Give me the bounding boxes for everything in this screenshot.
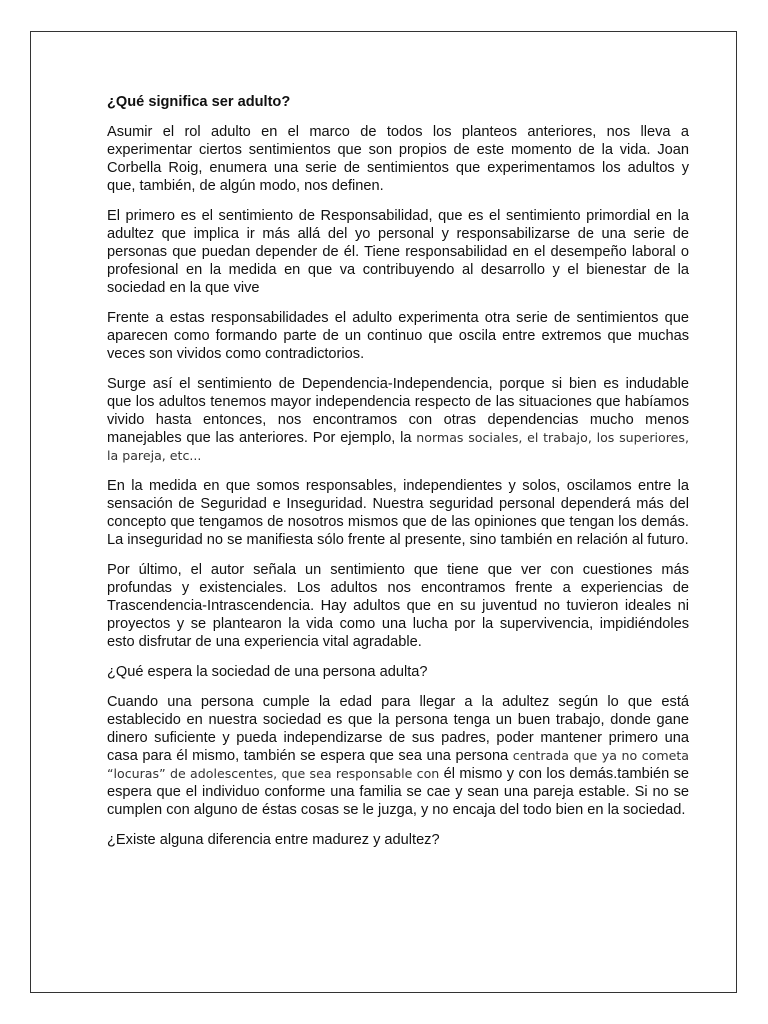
paragraph-seguridad: En la medida en que somos responsables, independientes y solos, oscilamos entre la sensación de Seguridad e Inseguridad. Nuestra seguridad personal dependerá más del concepto que tengamos de nosotros mismos que de las opiniones que tengan los demás. La inseguridad no se manifiesta sólo frente al presente, sino también en relación al futuro. [107, 478, 689, 548]
paragraph-responsabilidad: El primero es el sentimiento de Responsabilidad, que es el sentimiento primordial en la adultez que implica ir más allá del yo personal y responsabilizarse de una serie de personas que puedan depender de él. Tiene responsabilidad en el desempeño laboral o profesional en la medida en que va contribuyendo al desarrollo y el bienestar de la sociedad en la que vive [107, 208, 689, 296]
paragraph-sociedad-text: Cuando una persona cumple la edad para llegar a la adultez según lo que está establecido en nuestra sociedad es que la persona tenga un buen trabajo, donde gane dinero suficiente y pueda independizarse de sus padres, poder mantener primero una casa para él mismo, también se espera que sea una persona [107, 694, 689, 764]
paragraph-dependencia [107, 375, 689, 465]
question-sociedad: ¿Qué espera la sociedad de una persona adulta? [107, 664, 428, 680]
paragraph-dependencia-text: Surge así el sentimiento de Dependencia-Independencia, porque si bien es indudable que los adultos tenemos mayor independencia respecto de las situaciones que habíamos vivido hasta entonces, nos encontramos con otras dependencias mucho menos manejables que las anteriores. Por ejemplo, la [107, 376, 689, 446]
question-madurez: ¿Existe alguna diferencia entre madurez y adultez? [107, 832, 440, 848]
paragraph-sociedad-alt: centrada que ya no cometa “locuras” de adolescentes, que sea responsable con [107, 748, 689, 781]
document-body [107, 93, 689, 861]
paragraph-intro: Asumir el rol adulto en el marco de todos los planteos anteriores, nos lleva a experimentar ciertos sentimientos que son propios de este momento de la vida. Joan Corbella Roig, enumera una serie de sentimientos que experimentamos los adultos y que, también, de algún modo, nos definen. [107, 124, 689, 194]
paragraph-dependencia-examples: normas sociales, el trabajo, los superiores, la pareja, etc... [107, 430, 689, 463]
paragraph-trascendencia: Por último, el autor señala un sentimiento que tiene que ver con cuestiones más profundas y existenciales. Los adultos nos encontramos frente a experiencias de Trascendencia-Intrascendencia. Hay adultos que en su juventud no tuvieron ideales ni proyectos y se plantearon la vida como una lucha por la supervivencia, impidiéndoles esto disfrutar de una experiencia vital agradable. [107, 562, 689, 650]
paragraph-continuo: Frente a estas responsabilidades el adulto experimenta otra serie de sentimientos que aparecen como formando parte de un continuo que oscila entre extremos que muchas veces son vividos como contradictorios. [107, 310, 689, 362]
paragraph-sociedad [107, 693, 689, 819]
section-heading: ¿Qué significa ser adulto? [107, 94, 291, 110]
paragraph-sociedad-rest: él mismo y con los demás.también se espera que el individuo conforme una familia se cae y sean una pareja estable. Si no se cumplen con alguno de éstas cosas se le juzga, y no encaja del todo bien en la sociedad. [107, 766, 689, 818]
